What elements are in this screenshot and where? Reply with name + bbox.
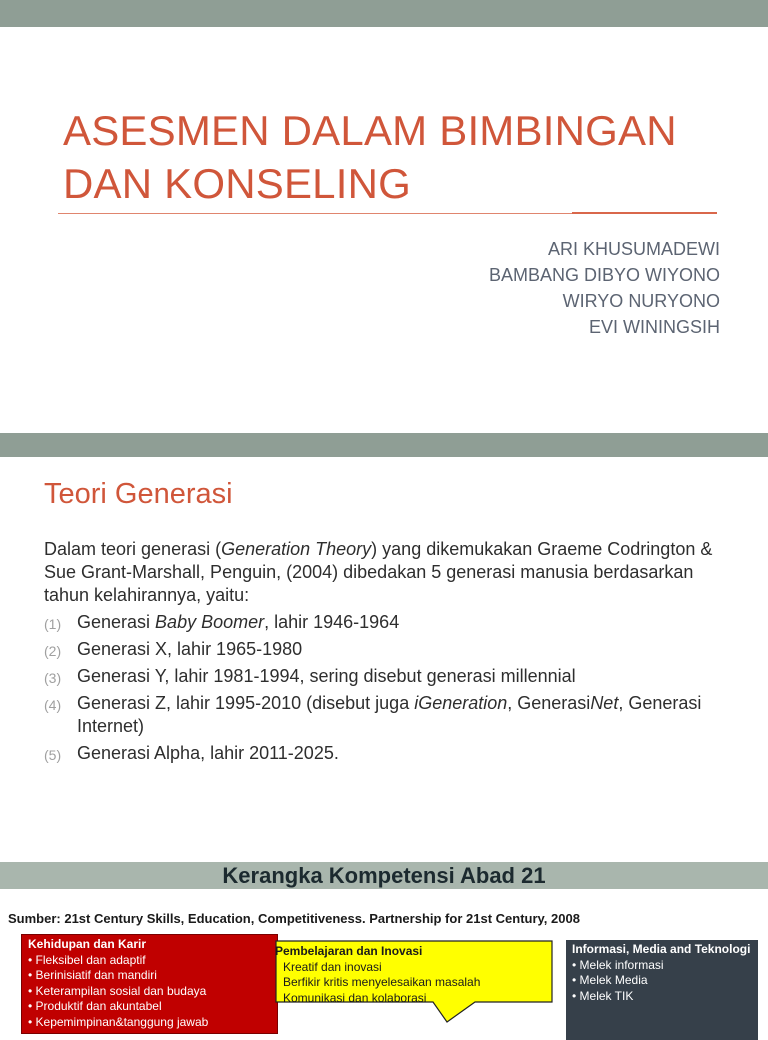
- list-text-italic: Net: [590, 693, 619, 713]
- list-number: (2): [44, 643, 62, 659]
- box-item: • Berinisiatif dan mandiri: [28, 968, 157, 982]
- intro-text-post: ) yang dikemukakan Graeme Codrington & Sue Grant-Marshall, Penguin, (2004) dibedakan 5 generasi manusia berdasarkan tahun kelahirannya, yaitu:: [44, 539, 713, 605]
- author-name: EVI WININGSIH: [588, 317, 720, 337]
- slide1-top-bar: [0, 0, 768, 27]
- author-name: BAMBANG DIBYO WIYONO: [488, 265, 720, 285]
- source-citation: Sumber: 21st Century Skills, Education, Competitiveness. Partnership for 21st Century, 2008: [8, 911, 580, 926]
- generation-list: [44, 611, 744, 769]
- box-item: • Melek TIK: [572, 988, 634, 1003]
- list-item: [44, 742, 744, 765]
- list-text-pre: Generasi: [77, 612, 156, 632]
- list-text-pre: Generasi Z, lahir 1995-2010 (disebut juga: [77, 693, 415, 713]
- list-text: Generasi Y, lahir 1981-1994, sering disebut generasi millennial: [77, 666, 576, 686]
- slide1-title-line2: DAN KONSELING: [63, 160, 412, 207]
- list-text-post: , Generasi Internet): [77, 693, 702, 736]
- author-name: WIRYO NURYONO: [562, 291, 720, 311]
- list-text-italic: Baby Boomer: [155, 612, 265, 632]
- title-underline-accent: [572, 212, 717, 214]
- list-text-italic: iGeneration: [414, 693, 508, 713]
- slide1-title-line1: ASESMEN DALAM BIMBINGAN: [63, 107, 677, 154]
- box-item: • Melek Media: [572, 973, 648, 987]
- box-item: Berfikir kritis menyelesaikan masalah: [283, 975, 481, 989]
- list-item: [44, 638, 744, 661]
- list-number: (4): [44, 697, 62, 713]
- box-item: Kreatif dan inovasi: [283, 959, 382, 974]
- learning-innovation-box: [275, 940, 555, 1024]
- box-item: Komunikasi dan kolaborasi: [283, 990, 427, 1005]
- slide3-title-band: [0, 862, 768, 889]
- box-item: • Fleksibel dan adaptif: [28, 952, 146, 967]
- list-text: Generasi Alpha, lahir 2011-2025.: [77, 743, 339, 763]
- box-item: • Kepemimpinan&tanggung jawab: [28, 1014, 209, 1029]
- list-number: (5): [44, 747, 62, 763]
- box-item: • Melek informasi: [572, 957, 664, 972]
- author-list: [489, 236, 720, 340]
- list-text-post: , lahir 1946-1964: [264, 612, 400, 632]
- list-text-mid: , Generasi: [507, 693, 591, 713]
- box-item: • Produktif dan akuntabel: [28, 999, 162, 1013]
- list-item: [44, 611, 744, 634]
- title-underline: [58, 213, 572, 214]
- info-media-tech-box: [566, 940, 758, 1040]
- list-text: Generasi X, lahir 1965-1980: [77, 639, 303, 659]
- box-heading: Pembelajaran dan Inovasi: [275, 944, 423, 958]
- slide2-top-bar: [0, 433, 768, 457]
- box-heading: Kehidupan dan Karir: [28, 937, 147, 951]
- box-item: • Keterampilan sosial dan budaya: [28, 983, 207, 998]
- list-item: [44, 665, 744, 688]
- intro-text-italic: Generation Theory: [221, 539, 372, 559]
- list-number: (1): [44, 616, 62, 632]
- learning-innovation-content: [275, 944, 550, 1006]
- intro-text-pre: Dalam teori generasi (: [44, 539, 222, 559]
- box-heading: Informasi, Media and Teknologi: [572, 942, 751, 956]
- slide1-title: [63, 104, 743, 210]
- life-career-box: [21, 934, 278, 1034]
- slide3-title: Kerangka Kompetensi Abad 21: [222, 863, 546, 888]
- list-number: (3): [44, 670, 62, 686]
- author-name: ARI KHUSUMADEWI: [547, 239, 720, 259]
- slide2-title: Teori Generasi: [44, 478, 233, 510]
- intro-paragraph: [44, 538, 734, 607]
- list-item: [44, 692, 744, 738]
